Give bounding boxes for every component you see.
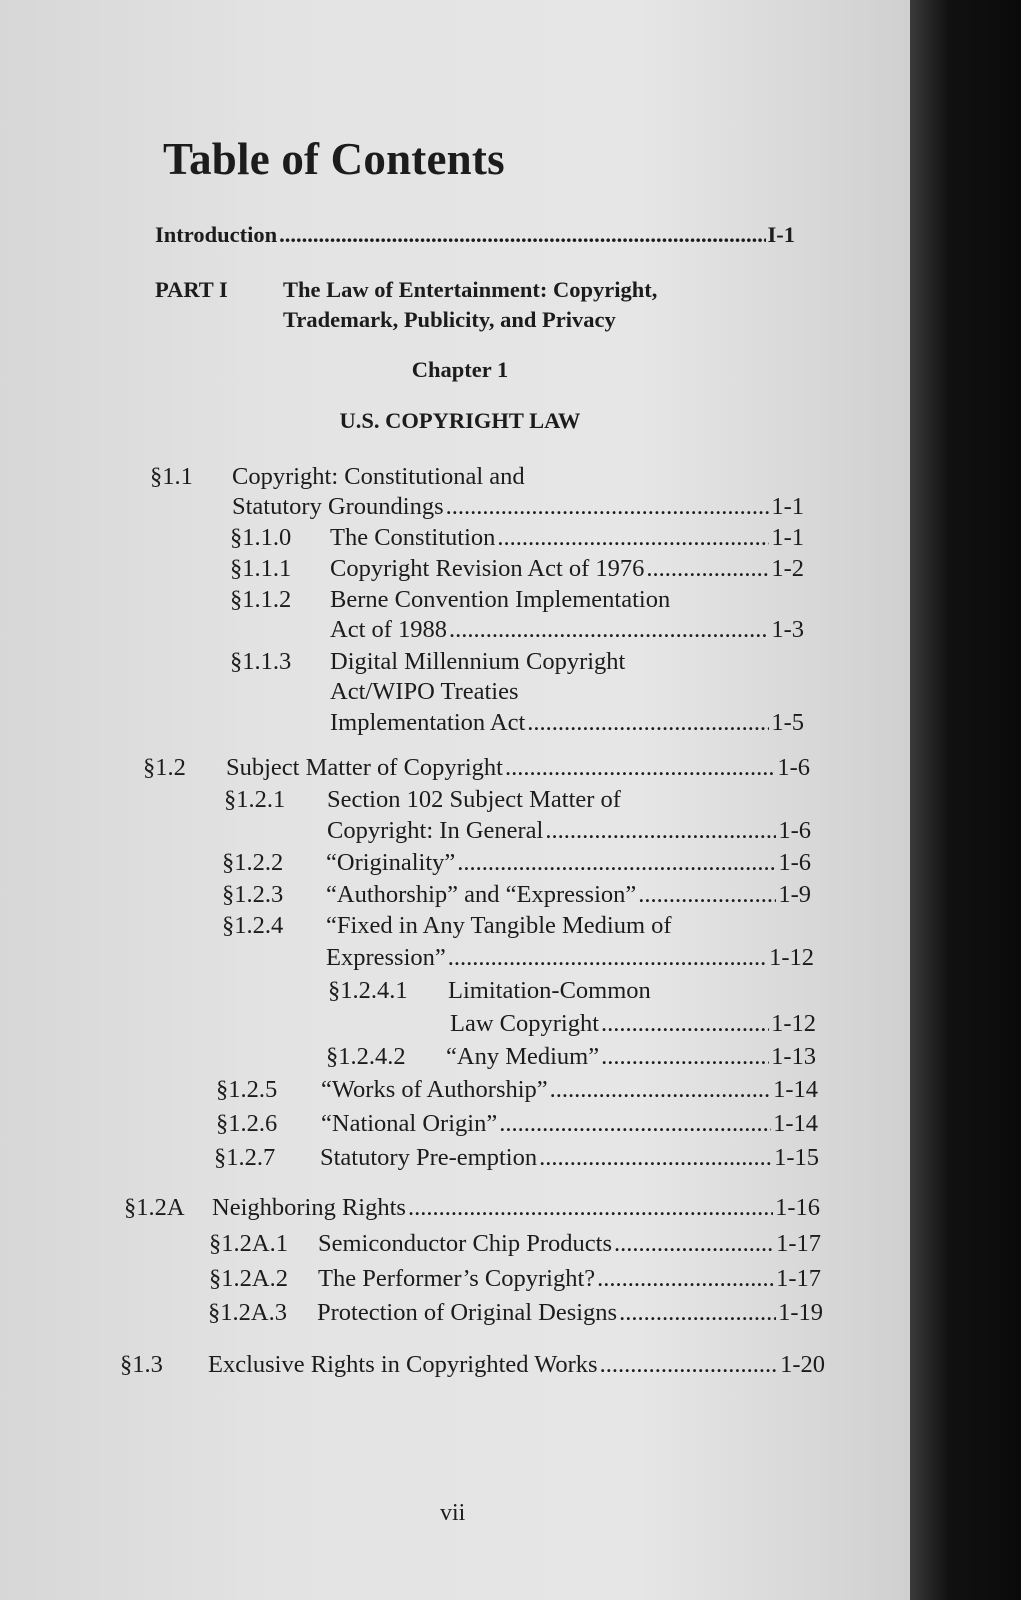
page-number: vii — [440, 1500, 466, 1526]
section-number: §1.2.4.2 — [326, 1043, 406, 1070]
toc-entry-1-2 — [226, 753, 810, 783]
section-title: “Originality” — [326, 849, 456, 876]
chapter-title: U.S. COPYRIGHT LAW — [339, 408, 581, 433]
section-title-line2: Law Copyright — [450, 1010, 600, 1037]
toc-entry-introduction — [155, 222, 795, 248]
section-title-line1: Limitation-Common — [448, 977, 651, 1004]
entry-page: 1-19 — [778, 1299, 823, 1326]
dot-leader — [457, 848, 776, 878]
section-title-line1: Berne Convention Implementation — [330, 586, 671, 613]
toc-entry-1-1-1 — [330, 554, 804, 584]
entry-page: 1-16 — [775, 1194, 820, 1221]
dot-leader — [646, 554, 769, 584]
section-title: Statutory Pre-emption — [320, 1144, 538, 1171]
section-title: The Performer’s Copyright? — [318, 1265, 596, 1292]
part-title-line2: Trademark, Publicity, and Privacy — [283, 307, 616, 332]
section-title-line3: Implementation Act — [330, 709, 526, 736]
section-title: “Authorship” and “Expression” — [326, 881, 637, 908]
entry-page: 1-12 — [769, 944, 814, 971]
section-number: §1.2A.2 — [209, 1265, 288, 1292]
toc-entry-1-1-0 — [330, 523, 804, 553]
toc-entry-1-2a-2 — [318, 1264, 821, 1294]
section-number: §1.2 — [143, 754, 186, 781]
chapter-label: Chapter 1 — [411, 357, 509, 382]
entry-page: 1-6 — [778, 849, 811, 876]
toc-entry-1-2a-1 — [318, 1229, 821, 1259]
section-number: §1.2.2 — [222, 849, 284, 876]
entry-page: 1-1 — [771, 524, 804, 551]
entry-page: 1-14 — [773, 1110, 818, 1137]
section-number: §1.2A.3 — [208, 1299, 287, 1326]
toc-entry-1-2a-3 — [317, 1298, 823, 1328]
section-number: §1.2.5 — [216, 1076, 278, 1103]
dot-leader — [499, 1109, 771, 1139]
dot-leader — [619, 1298, 776, 1328]
section-title-line2: Expression” — [326, 944, 446, 971]
section-title: “Any Medium” — [446, 1043, 600, 1070]
section-title-line1: Copyright: Constitutional and — [232, 463, 525, 490]
section-number: §1.2.7 — [214, 1144, 276, 1171]
section-title-line1: Digital Millennium Copyright — [330, 648, 626, 675]
dot-leader — [539, 1143, 772, 1173]
entry-page: 1-17 — [776, 1265, 821, 1292]
toc-entry-1-2-4-2 — [446, 1042, 816, 1072]
dot-leader — [408, 1193, 773, 1223]
dot-leader — [279, 222, 765, 248]
section-number: §1.1.0 — [230, 524, 292, 551]
section-title: Neighboring Rights — [212, 1194, 406, 1221]
section-number: §1.2A — [124, 1194, 185, 1221]
section-title-line2: Act/WIPO Treaties — [330, 678, 519, 705]
toc-entry-1-2-1 — [327, 816, 811, 846]
section-number: §1.3 — [120, 1351, 163, 1378]
section-title-line2: Act of 1988 — [330, 616, 448, 643]
entry-page: 1-15 — [774, 1144, 819, 1171]
toc-entry-1-1 — [232, 492, 804, 522]
entry-page: 1-2 — [771, 555, 804, 582]
dot-leader — [527, 708, 769, 738]
toc-entry-1-2-5 — [321, 1075, 818, 1105]
section-title: The Constitution — [330, 524, 496, 551]
background-shadow — [910, 0, 1021, 1600]
dot-leader — [600, 1350, 779, 1380]
toc-entry-1-1-3 — [330, 708, 804, 738]
section-title: Semiconductor Chip Products — [318, 1230, 612, 1257]
section-number: §1.2.3 — [222, 881, 284, 908]
toc-entry-1-1-2 — [330, 615, 804, 645]
entry-page: I-1 — [767, 222, 795, 247]
entry-page: 1-6 — [778, 817, 811, 844]
section-number: §1.2.6 — [216, 1110, 278, 1137]
section-number: §1.1.2 — [230, 586, 292, 613]
entry-page: 1-1 — [771, 493, 804, 520]
toc-entry-1-2-3 — [326, 880, 811, 910]
entry-label: Introduction — [155, 222, 278, 247]
dot-leader — [550, 1075, 771, 1105]
section-title: Exclusive Rights in Copyrighted Works — [208, 1351, 598, 1378]
entry-page: 1-20 — [780, 1351, 825, 1378]
dot-leader — [505, 753, 775, 783]
page-title: Table of Contents — [163, 134, 505, 184]
toc-entry-1-2a — [212, 1193, 820, 1223]
dot-leader — [597, 1264, 774, 1294]
section-title: Subject Matter of Copyright — [226, 754, 503, 781]
part-label: PART I — [155, 277, 228, 302]
dot-leader — [601, 1009, 769, 1039]
section-number: §1.1 — [150, 463, 193, 490]
toc-entry-1-2-2 — [326, 848, 811, 878]
dot-leader — [545, 816, 776, 846]
dot-leader — [449, 615, 769, 645]
entry-page: 1-14 — [773, 1076, 818, 1103]
section-title-line1: Section 102 Subject Matter of — [327, 786, 621, 813]
entry-page: 1-3 — [771, 616, 804, 643]
section-title-line1: “Fixed in Any Tangible Medium of — [326, 912, 672, 939]
section-title: “National Origin” — [321, 1110, 498, 1137]
toc-entry-1-2-4 — [326, 943, 814, 973]
section-number: §1.1.1 — [230, 555, 292, 582]
dot-leader — [497, 523, 769, 553]
entry-page: 1-13 — [771, 1043, 816, 1070]
section-title: Protection of Original Designs — [317, 1299, 618, 1326]
section-number: §1.2A.1 — [209, 1230, 288, 1257]
section-title: “Works of Authorship” — [321, 1076, 548, 1103]
toc-entry-1-2-4-1 — [450, 1009, 816, 1039]
section-title-line2: Copyright: In General — [327, 817, 544, 844]
entry-page: 1-9 — [778, 881, 811, 908]
section-number: §1.1.3 — [230, 648, 292, 675]
toc-entry-1-3 — [208, 1350, 825, 1380]
section-number: §1.2.1 — [224, 786, 286, 813]
entry-page: 1-12 — [771, 1010, 816, 1037]
section-number: §1.2.4.1 — [328, 977, 408, 1004]
toc-entry-1-2-6 — [321, 1109, 818, 1139]
dot-leader — [601, 1042, 769, 1072]
dot-leader — [638, 880, 776, 910]
entry-page: 1-5 — [771, 709, 804, 736]
entry-page: 1-17 — [776, 1230, 821, 1257]
section-title-line2: Statutory Groundings — [232, 493, 444, 520]
section-title: Copyright Revision Act of 1976 — [330, 555, 645, 582]
dot-leader — [614, 1229, 774, 1259]
toc-entry-1-2-7 — [320, 1143, 819, 1173]
part-title-line1: The Law of Entertainment: Copyright, — [283, 277, 658, 302]
dot-leader — [446, 492, 770, 522]
dot-leader — [448, 943, 767, 973]
entry-page: 1-6 — [777, 754, 810, 781]
section-number: §1.2.4 — [222, 912, 284, 939]
